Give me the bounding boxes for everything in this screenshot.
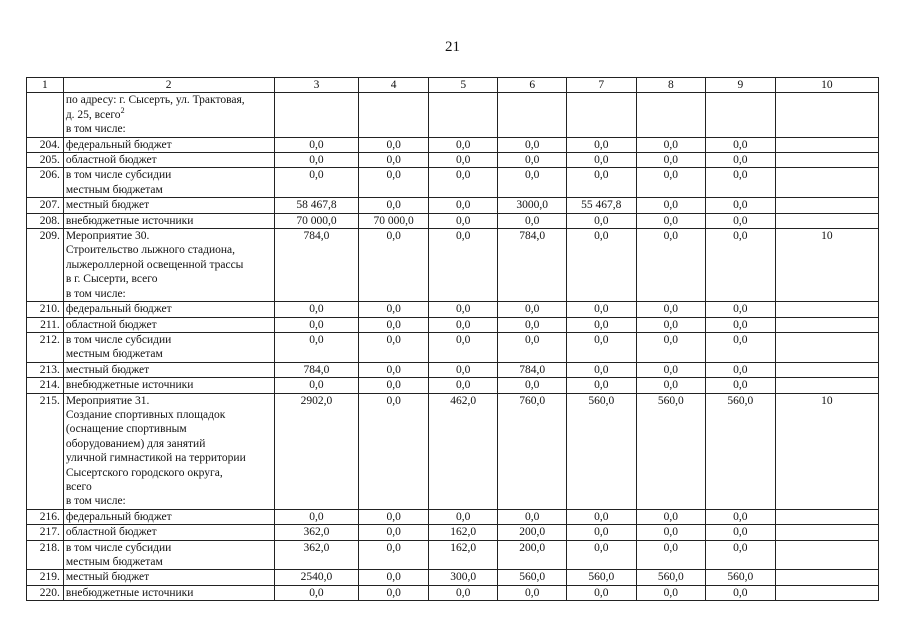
row-label: [63, 332, 274, 362]
row-label-text: Строительство лыжного стадиона,: [65, 244, 236, 257]
header-cell: 7: [567, 78, 637, 93]
row-label-text: Мероприятие 30.: [65, 230, 150, 243]
row-label: [63, 585, 274, 600]
row-label-line: [66, 451, 272, 465]
row-label: [63, 509, 274, 524]
row-label: [63, 525, 274, 540]
row-label-line: [66, 586, 272, 600]
row-label-line: [66, 541, 272, 555]
value-cell: 0,0: [636, 229, 706, 302]
value-cell: 0,0: [567, 525, 637, 540]
row-label-line: [66, 198, 272, 212]
value-cell: 0,0: [567, 168, 637, 198]
row-number: 204.: [27, 137, 64, 152]
target-indicator-cell: [775, 317, 878, 332]
row-label-text: местный бюджет: [65, 571, 150, 584]
target-indicator-cell: [775, 168, 878, 198]
value-cell: 55 467,8: [567, 198, 637, 213]
value-cell: 0,0: [498, 585, 567, 600]
value-cell: 300,0: [428, 570, 498, 585]
value-cell: 784,0: [498, 229, 567, 302]
row-label-line: [66, 93, 272, 107]
value-cell: 0,0: [498, 509, 567, 524]
page-number: 21: [445, 39, 460, 55]
value-cell: 0,0: [567, 378, 637, 393]
row-label-line: [66, 229, 272, 243]
value-cell: 0,0: [359, 229, 429, 302]
value-cell: 560,0: [567, 393, 637, 509]
row-label-line: [66, 122, 272, 136]
header-cell: 10: [775, 78, 878, 93]
value-cell: 0,0: [359, 198, 429, 213]
value-cell: 362,0: [274, 540, 359, 570]
value-cell: 58 467,8: [274, 198, 359, 213]
row-label-line: [66, 510, 272, 524]
value-cell: 0,0: [428, 317, 498, 332]
row-label-text: в том числе:: [65, 123, 126, 136]
value-cell: 162,0: [428, 525, 498, 540]
table-row: [27, 378, 879, 393]
value-cell: 0,0: [567, 229, 637, 302]
target-indicator-cell: [775, 585, 878, 600]
table-header-row: [27, 78, 879, 93]
table-row: [27, 213, 879, 228]
value-cell: 784,0: [274, 229, 359, 302]
table-row: [27, 198, 879, 213]
row-number: 216.: [27, 509, 64, 524]
value-cell: 0,0: [428, 168, 498, 198]
value-cell: 760,0: [498, 393, 567, 509]
row-label-text: Создание спортивных площадок: [65, 408, 226, 421]
value-cell: 0,0: [706, 302, 776, 317]
row-number: 207.: [27, 198, 64, 213]
value-cell: 0,0: [706, 378, 776, 393]
value-cell: 0,0: [359, 540, 429, 570]
footnote-marker: 2: [120, 105, 125, 115]
target-indicator-cell: [775, 213, 878, 228]
value-cell: 0,0: [359, 153, 429, 168]
header-cell: 1: [27, 78, 64, 93]
value-cell: 0,0: [428, 378, 498, 393]
value-cell: 0,0: [636, 302, 706, 317]
row-label-text: всего: [65, 480, 92, 493]
value-cell: 0,0: [498, 137, 567, 152]
value-cell: 0,0: [567, 540, 637, 570]
row-label-line: [66, 422, 272, 436]
row-number: 208.: [27, 213, 64, 228]
value-cell: 0,0: [636, 362, 706, 377]
row-label-line: [66, 347, 272, 361]
value-cell: 0,0: [274, 137, 359, 152]
target-indicator-cell: [775, 332, 878, 362]
value-cell: 0,0: [498, 332, 567, 362]
row-label-text: местным бюджетам: [65, 348, 163, 361]
header-cell: 2: [63, 78, 274, 93]
table-row: [27, 153, 879, 168]
row-label: [63, 93, 274, 137]
value-cell: 0,0: [359, 585, 429, 600]
table-row: [27, 540, 879, 570]
value-cell: 0,0: [428, 198, 498, 213]
value-cell: 0,0: [498, 153, 567, 168]
value-cell: 0,0: [428, 509, 498, 524]
row-label: [63, 198, 274, 213]
row-label-line: [66, 243, 272, 257]
header-cell: 8: [636, 78, 706, 93]
row-label: [63, 153, 274, 168]
row-label-line: [66, 466, 272, 480]
value-cell: 0,0: [636, 213, 706, 228]
value-cell: 0,0: [274, 509, 359, 524]
value-cell: 0,0: [428, 213, 498, 228]
value-cell: 0,0: [636, 332, 706, 362]
table-row: [27, 525, 879, 540]
row-label-line: [66, 302, 272, 316]
table-row: [27, 137, 879, 152]
row-label-text: в том числе субсидии: [65, 333, 172, 346]
value-cell: 0,0: [274, 317, 359, 332]
row-label-text: Сысертского городского округа,: [65, 466, 223, 479]
value-cell: 0,0: [359, 302, 429, 317]
row-label-line: [66, 363, 272, 377]
value-cell: 0,0: [636, 153, 706, 168]
row-label-text: д. 25, всего: [65, 108, 121, 121]
row-label-text: оборудованием) для занятий: [65, 437, 206, 450]
value-cell: 784,0: [498, 362, 567, 377]
value-cell: 0,0: [274, 153, 359, 168]
row-label-line: [66, 408, 272, 422]
row-label-text: областной бюджет: [65, 318, 157, 331]
row-number: 215.: [27, 393, 64, 509]
row-number: 210.: [27, 302, 64, 317]
value-cell: 0,0: [706, 585, 776, 600]
row-label: [63, 393, 274, 509]
value-cell: 0,0: [359, 317, 429, 332]
row-label-line: [66, 333, 272, 347]
value-cell: 162,0: [428, 540, 498, 570]
row-label-line: [66, 494, 272, 508]
table-body: [27, 78, 879, 601]
row-label-line: [66, 214, 272, 228]
table-row: [27, 362, 879, 377]
value-cell: 0,0: [359, 137, 429, 152]
row-label-text: областной бюджет: [65, 154, 157, 167]
value-cell: 0,0: [359, 168, 429, 198]
target-indicator-cell: [775, 93, 878, 137]
row-label: [63, 213, 274, 228]
value-cell: 0,0: [636, 525, 706, 540]
value-cell: 462,0: [428, 393, 498, 509]
value-cell: 0,0: [636, 509, 706, 524]
row-label-line: [66, 555, 272, 569]
value-cell: 0,0: [636, 198, 706, 213]
value-cell: 560,0: [498, 570, 567, 585]
row-label-line: [66, 138, 272, 152]
row-label-text: местным бюджетам: [65, 183, 163, 196]
row-label: [63, 229, 274, 302]
value-cell: 200,0: [498, 525, 567, 540]
row-label-text: в том числе субсидии: [65, 541, 172, 554]
row-label-text: в г. Сысерти, всего: [65, 273, 158, 286]
value-cell: 0,0: [274, 332, 359, 362]
row-number: 206.: [27, 168, 64, 198]
target-indicator-cell: [775, 137, 878, 152]
value-cell: 0,0: [567, 509, 637, 524]
row-label-line: [66, 480, 272, 494]
table-row: [27, 229, 879, 302]
table-row: [27, 570, 879, 585]
value-cell: 0,0: [274, 168, 359, 198]
value-cell: 0,0: [706, 229, 776, 302]
value-cell: 0,0: [706, 332, 776, 362]
row-number: 214.: [27, 378, 64, 393]
budget-table: [26, 77, 879, 601]
row-label-line: [66, 153, 272, 167]
row-label: [63, 168, 274, 198]
row-label-line: [66, 258, 272, 272]
header-cell: 9: [706, 78, 776, 93]
row-label: [63, 362, 274, 377]
value-cell: 0,0: [567, 362, 637, 377]
row-label: [63, 378, 274, 393]
value-cell: 0,0: [706, 153, 776, 168]
value-cell: 0,0: [567, 317, 637, 332]
row-label: [63, 302, 274, 317]
target-indicator-cell: [775, 302, 878, 317]
value-cell: 0,0: [428, 362, 498, 377]
value-cell: [636, 93, 706, 137]
value-cell: 0,0: [274, 585, 359, 600]
row-number: 220.: [27, 585, 64, 600]
value-cell: 0,0: [359, 570, 429, 585]
value-cell: 0,0: [428, 137, 498, 152]
table-row: [27, 393, 879, 509]
value-cell: 2902,0: [274, 393, 359, 509]
value-cell: 0,0: [706, 362, 776, 377]
value-cell: 0,0: [428, 153, 498, 168]
row-label-text: федеральный бюджет: [65, 510, 172, 523]
row-label-line: [66, 437, 272, 451]
value-cell: 70 000,0: [274, 213, 359, 228]
row-label-line: [65, 105, 272, 122]
value-cell: 0,0: [636, 585, 706, 600]
table-row: [27, 302, 879, 317]
row-label-text: внебюджетные источники: [65, 586, 194, 599]
value-cell: 560,0: [706, 570, 776, 585]
value-cell: 0,0: [706, 525, 776, 540]
value-cell: 0,0: [428, 302, 498, 317]
value-cell: 0,0: [706, 198, 776, 213]
target-indicator-cell: [775, 198, 878, 213]
value-cell: 0,0: [359, 362, 429, 377]
value-cell: 0,0: [498, 168, 567, 198]
target-indicator-cell: [775, 525, 878, 540]
value-cell: 0,0: [706, 213, 776, 228]
row-label-text: в том числе субсидии: [65, 169, 172, 182]
value-cell: 0,0: [636, 540, 706, 570]
row-label-text: лыжероллерной освещенной трассы: [65, 258, 244, 271]
table-row: [27, 93, 879, 137]
row-label: [63, 570, 274, 585]
row-number: 219.: [27, 570, 64, 585]
value-cell: 0,0: [567, 302, 637, 317]
target-indicator-cell: [775, 362, 878, 377]
value-cell: 0,0: [567, 153, 637, 168]
value-cell: 0,0: [274, 378, 359, 393]
row-number: 209.: [27, 229, 64, 302]
row-label-text: федеральный бюджет: [65, 303, 172, 316]
row-number: 205.: [27, 153, 64, 168]
target-indicator-cell: 10: [775, 229, 878, 302]
value-cell: 0,0: [428, 585, 498, 600]
value-cell: 560,0: [636, 393, 706, 509]
header-cell: 6: [498, 78, 567, 93]
value-cell: 0,0: [359, 509, 429, 524]
value-cell: 2540,0: [274, 570, 359, 585]
value-cell: 0,0: [274, 302, 359, 317]
row-label-text: в том числе:: [65, 495, 126, 508]
row-label: [63, 540, 274, 570]
value-cell: [359, 93, 429, 137]
target-indicator-cell: [775, 570, 878, 585]
value-cell: 3000,0: [498, 198, 567, 213]
row-number: 213.: [27, 362, 64, 377]
row-label-line: [66, 318, 272, 332]
value-cell: 0,0: [567, 332, 637, 362]
table-row: [27, 509, 879, 524]
row-number: 211.: [27, 317, 64, 332]
value-cell: 70 000,0: [359, 213, 429, 228]
row-label-line: [66, 378, 272, 392]
row-label-text: внебюджетные источники: [65, 379, 194, 392]
value-cell: 362,0: [274, 525, 359, 540]
value-cell: 0,0: [706, 168, 776, 198]
row-label-text: местный бюджет: [65, 199, 150, 212]
table-row: [27, 585, 879, 600]
value-cell: 0,0: [498, 213, 567, 228]
value-cell: 0,0: [428, 332, 498, 362]
row-label-line: [66, 525, 272, 539]
row-label-line: [66, 287, 272, 301]
value-cell: 0,0: [636, 168, 706, 198]
row-label-text: Мероприятие 31.: [65, 394, 150, 407]
value-cell: 784,0: [274, 362, 359, 377]
table-row: [27, 317, 879, 332]
target-indicator-cell: [775, 378, 878, 393]
row-label-line: [66, 168, 272, 182]
value-cell: 0,0: [359, 393, 429, 509]
value-cell: 560,0: [636, 570, 706, 585]
value-cell: 0,0: [498, 317, 567, 332]
row-label-line: [66, 183, 272, 197]
row-label-line: [66, 570, 272, 584]
value-cell: 0,0: [636, 378, 706, 393]
row-label-text: внебюджетные источники: [65, 214, 194, 227]
value-cell: 0,0: [359, 525, 429, 540]
value-cell: 560,0: [567, 570, 637, 585]
value-cell: [274, 93, 359, 137]
row-label-text: федеральный бюджет: [65, 138, 172, 151]
row-label-text: уличной гимнастикой на территории: [65, 452, 246, 465]
value-cell: [706, 93, 776, 137]
value-cell: 0,0: [567, 213, 637, 228]
header-cell: 5: [428, 78, 498, 93]
header-cell: 4: [359, 78, 429, 93]
value-cell: [567, 93, 637, 137]
value-cell: 0,0: [359, 378, 429, 393]
value-cell: 0,0: [636, 137, 706, 152]
row-number: [27, 93, 64, 137]
value-cell: 0,0: [706, 509, 776, 524]
table-row: [27, 332, 879, 362]
row-label-text: местный бюджет: [65, 363, 150, 376]
table-row: [27, 168, 879, 198]
row-label-line: [66, 394, 272, 408]
target-indicator-cell: [775, 509, 878, 524]
value-cell: 0,0: [706, 317, 776, 332]
value-cell: 0,0: [567, 585, 637, 600]
value-cell: 560,0: [706, 393, 776, 509]
row-label-text: в том числе:: [65, 287, 126, 300]
row-label-text: по адресу: г. Сысерть, ул. Трактовая,: [65, 94, 245, 107]
row-label-text: (оснащение спортивным: [65, 423, 187, 436]
value-cell: 0,0: [706, 137, 776, 152]
target-indicator-cell: 10: [775, 393, 878, 509]
row-label-text: местным бюджетам: [65, 556, 163, 568]
value-cell: 0,0: [359, 332, 429, 362]
row-number: 218.: [27, 540, 64, 570]
target-indicator-cell: [775, 153, 878, 168]
value-cell: 200,0: [498, 540, 567, 570]
value-cell: 0,0: [498, 302, 567, 317]
row-label: [63, 317, 274, 332]
header-cell: 3: [274, 78, 359, 93]
value-cell: 0,0: [428, 229, 498, 302]
target-indicator-cell: [775, 540, 878, 570]
row-label: [63, 137, 274, 152]
value-cell: [428, 93, 498, 137]
value-cell: 0,0: [498, 378, 567, 393]
row-number: 212.: [27, 332, 64, 362]
value-cell: 0,0: [567, 137, 637, 152]
value-cell: 0,0: [706, 540, 776, 570]
value-cell: 0,0: [636, 317, 706, 332]
row-label-text: областной бюджет: [65, 526, 157, 539]
row-label-line: [66, 272, 272, 286]
value-cell: [498, 93, 567, 137]
row-number: 217.: [27, 525, 64, 540]
